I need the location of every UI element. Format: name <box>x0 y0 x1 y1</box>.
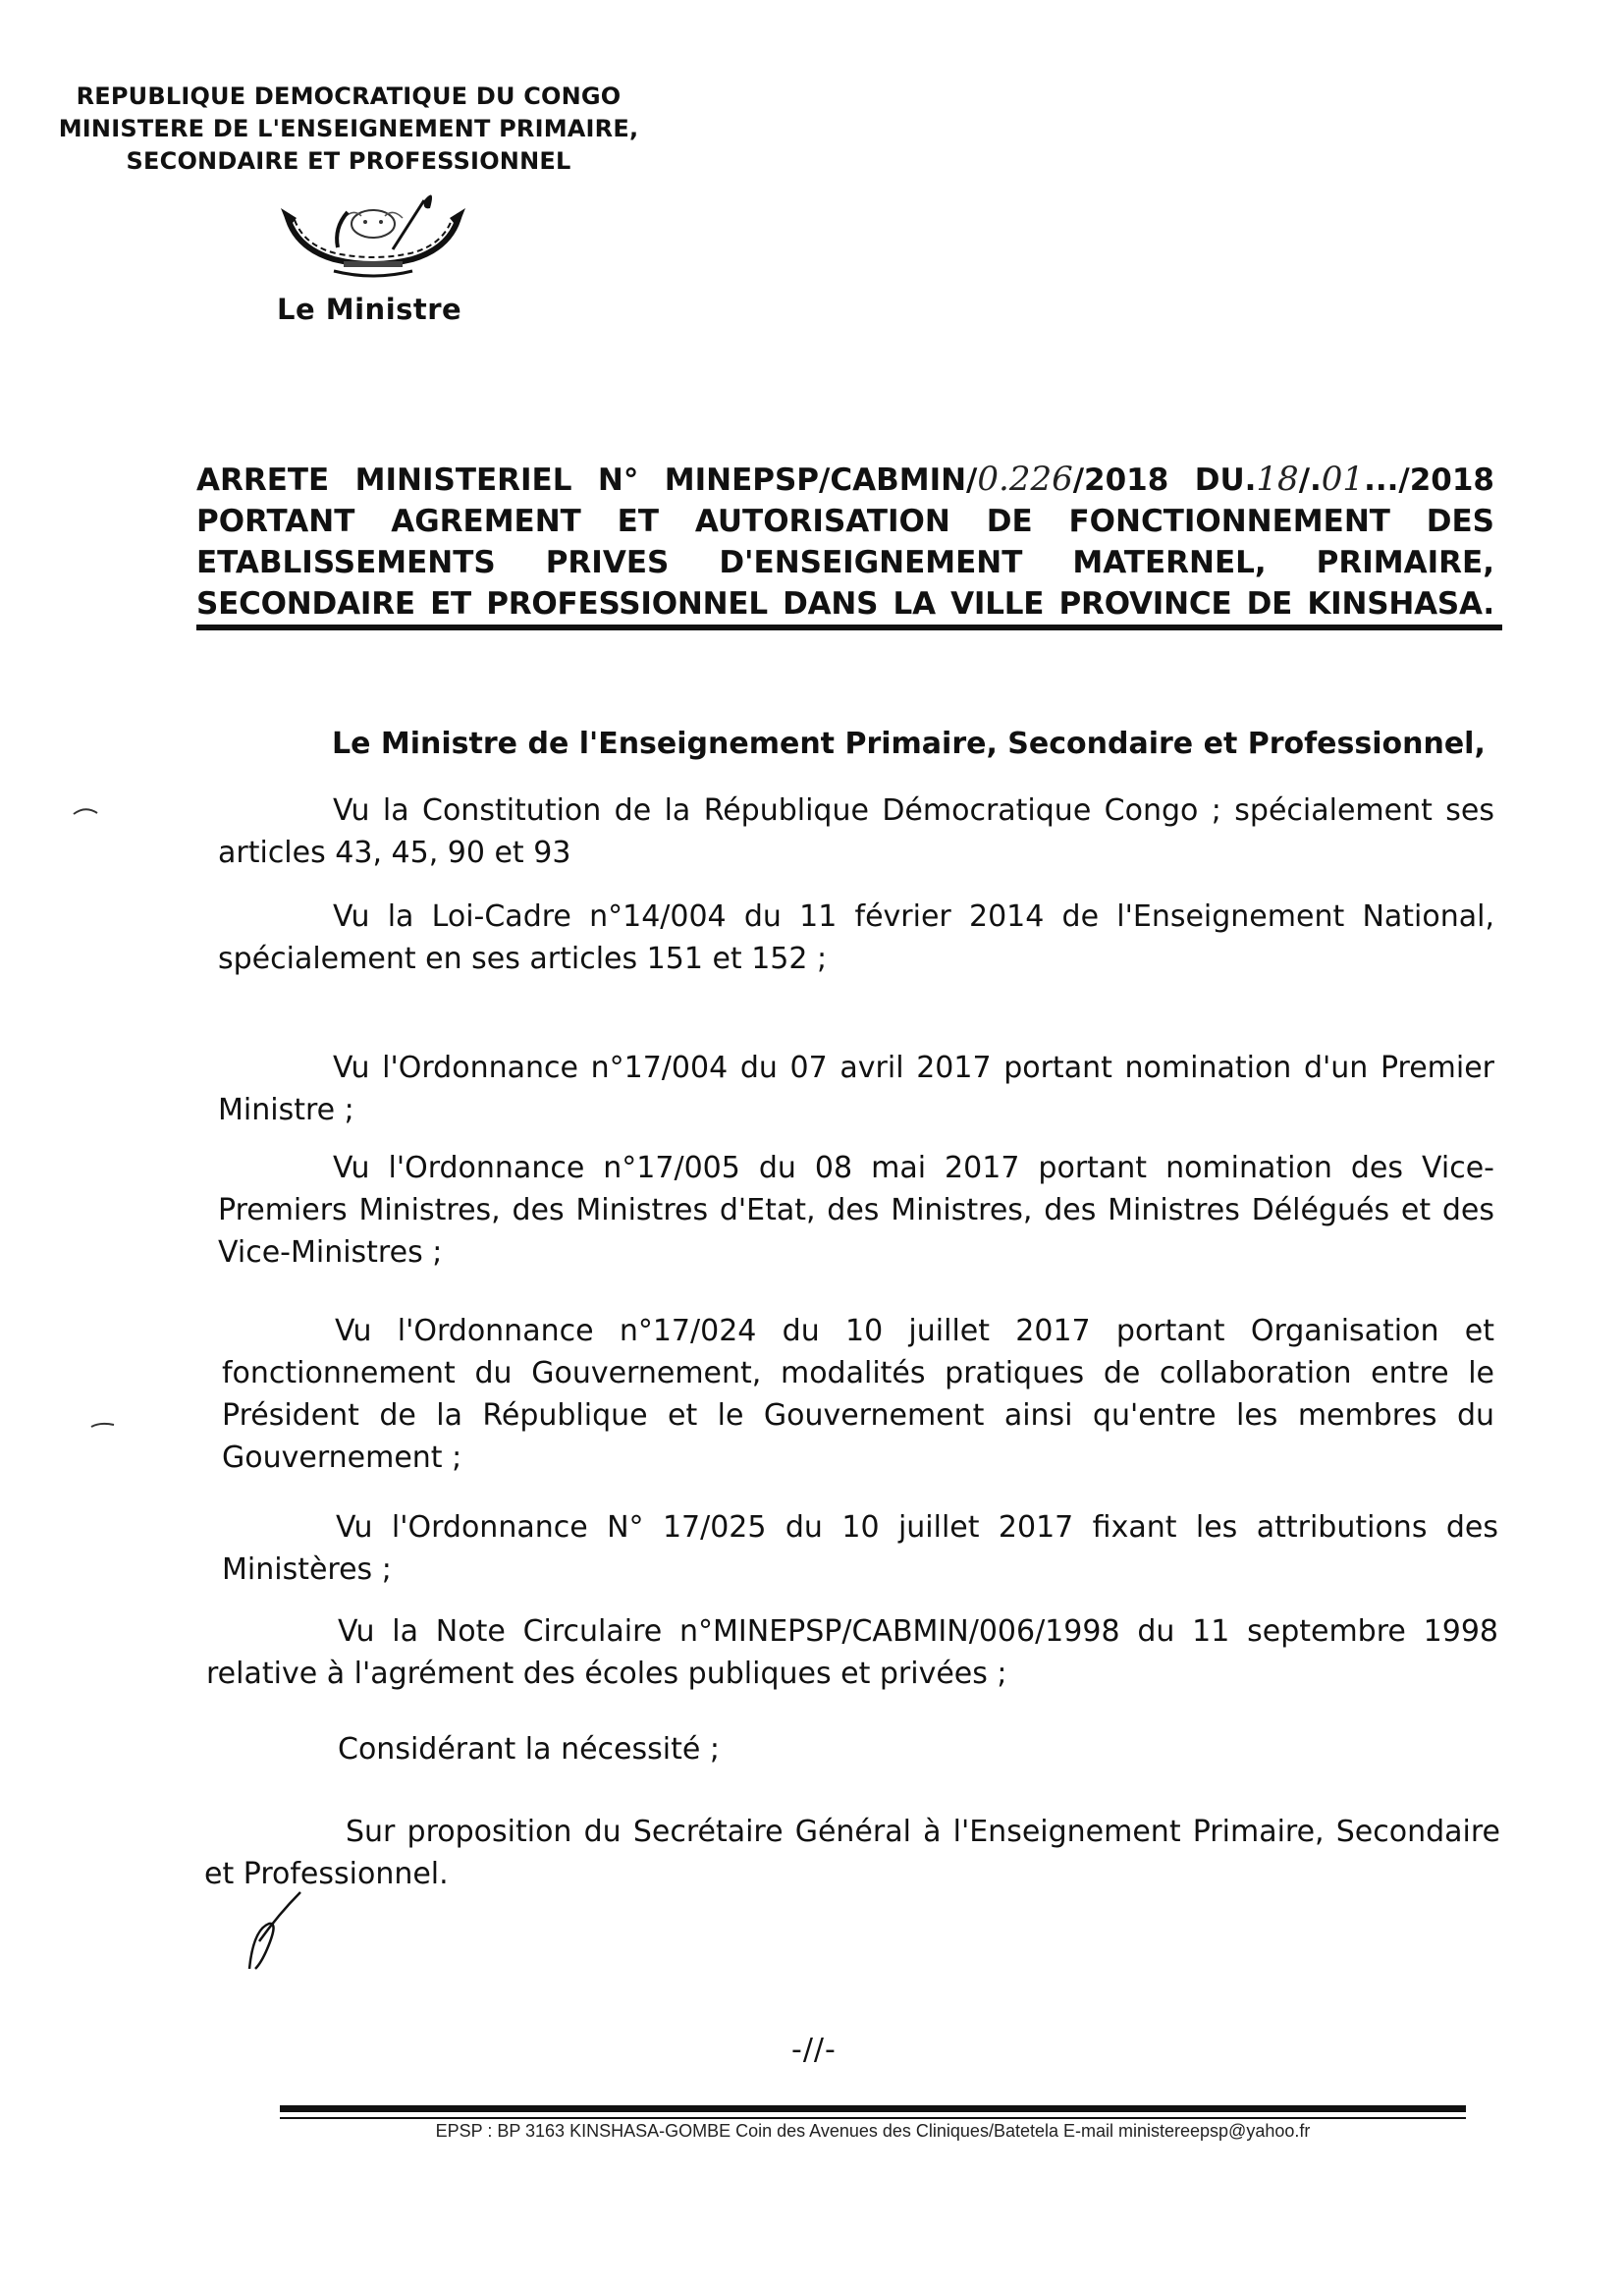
paragraph-ordonnance-gouvernement: Vu l'Ordonnance n°17/024 du 10 juillet 2017 portant Organisation et fonctionnement du Gouvernement, modalités pratiques de collaboration entre le Président de la République et le Gouvernement ainsi qu'entre les membres du Gouvernement ; <box>222 1314 1494 1475</box>
decree-date-separator: /. <box>1298 462 1322 498</box>
minister-title: Le Ministre <box>277 293 462 326</box>
decree-year-part: /2018 DU. <box>1072 462 1257 498</box>
decree-number-handwritten: 0.226 <box>977 460 1073 499</box>
letterhead-ministry-cont: SECONDAIRE ET PROFESSIONNEL <box>126 147 571 175</box>
letterhead-ministry: MINISTERE DE L'ENSEIGNEMENT PRIMAIRE, <box>58 115 639 142</box>
decree-title-line-4: SECONDAIRE ET PROFESSIONNEL DANS LA VILLE PROVINCE DE KINSHASA. <box>196 586 1494 622</box>
opening-line: Le Ministre de l'Enseignement Primaire, Secondaire et Professionnel, <box>332 727 1486 761</box>
paragraph-ordonnance-attributions: Vu l'Ordonnance N° 17/025 du 10 juillet 2017 fixant les attributions des Ministères ; <box>222 1510 1498 1587</box>
decree-prefix: ARRETE MINISTERIEL N° MINEPSP/CABMIN/ <box>196 462 978 498</box>
paragraph-ordonnance-vice-premiers: Vu l'Ordonnance n°17/005 du 08 mai 2017 portant nomination des Vice-Premiers Ministres, des Ministres d'Etat, des Ministres, des Ministres Délégués et des Vice-Ministres ; <box>218 1151 1494 1270</box>
decree-title-line-3: ETABLISSEMENTS PRIVES D'ENSEIGNEMENT MATERNEL, PRIMAIRE, <box>196 545 1494 580</box>
heading-underline <box>196 625 1502 630</box>
decree-title-line-2: PORTANT AGREMENT ET AUTORISATION DE FONCTIONNEMENT DES <box>196 504 1494 539</box>
coat-of-arms-icon <box>275 189 471 283</box>
paragraph-considerant: Considérant la nécessité ; <box>338 1732 720 1767</box>
footer-rule-thin <box>280 2117 1466 2119</box>
letterhead <box>49 81 648 178</box>
margin-mark-icon <box>73 807 98 815</box>
decree-date-suffix: .../2018 <box>1364 462 1494 498</box>
footer-address: EPSP : BP 3163 KINSHASA-GOMBE Coin des Avenues des Cliniques/Batetela E-mail ministereepsp@yahoo.fr <box>435 2121 1311 2141</box>
decree-day-handwritten: 18 <box>1256 460 1299 499</box>
page-continuation-marker: -//- <box>791 2033 837 2067</box>
margin-mark-icon <box>90 1421 116 1429</box>
decree-month-handwritten: 01 <box>1321 460 1365 499</box>
footer-rule <box>280 2105 1466 2112</box>
handwritten-initials-icon <box>245 1890 304 1974</box>
letterhead-country: REPUBLIQUE DEMOCRATIQUE DU CONGO <box>76 82 622 110</box>
paragraph-note-circulaire: Vu la Note Circulaire n°MINEPSP/CABMIN/006/1998 du 11 septembre 1998 relative à l'agrément des écoles publiques et privées ; <box>206 1614 1498 1691</box>
paragraph-loi-cadre: Vu la Loi-Cadre n°14/004 du 11 février 2014 de l'Enseignement National, spécialement en ses articles 151 et 152 ; <box>218 899 1494 976</box>
paragraph-constitution: Vu la Constitution de la République Démocratique Congo ; spécialement ses articles 43, 45, 90 et 93 <box>218 793 1494 870</box>
paragraph-sur-proposition: Sur proposition du Secrétaire Général à l'Enseignement Primaire, Secondaire et Professionnel. <box>204 1815 1500 1891</box>
decree-heading <box>196 459 1494 625</box>
decree-number-line <box>196 459 1494 501</box>
paragraph-ordonnance-premier-ministre: Vu l'Ordonnance n°17/004 du 07 avril 2017 portant nomination d'un Premier Ministre ; <box>218 1051 1494 1127</box>
